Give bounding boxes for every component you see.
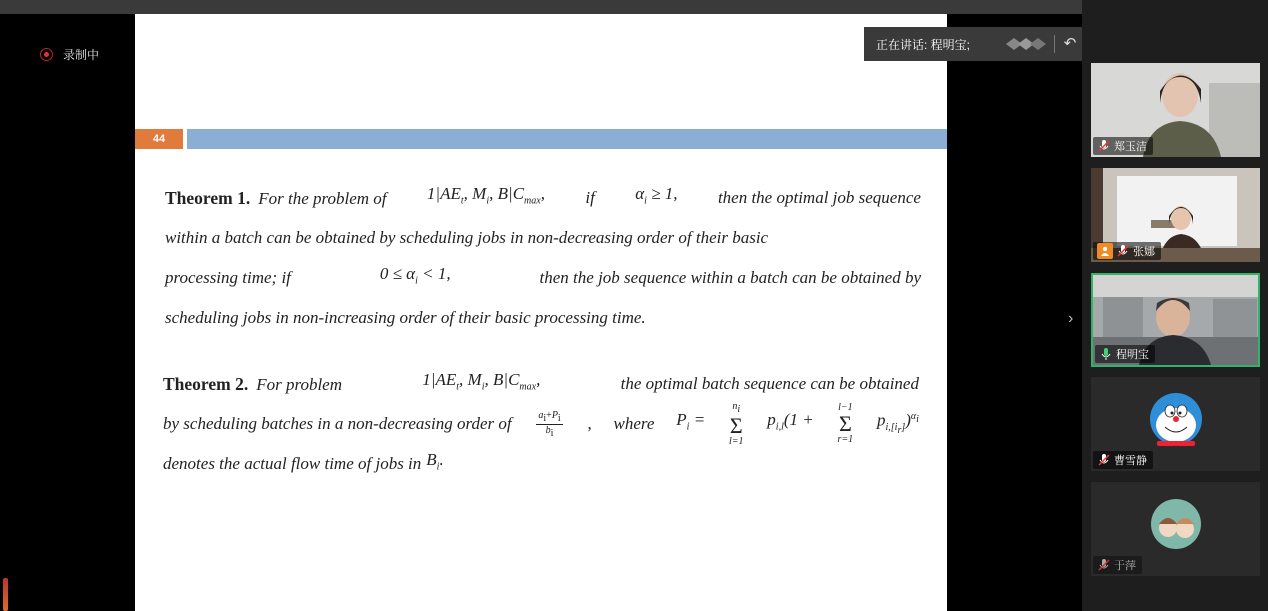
theorem-1-title: Theorem 1. [165,187,251,208]
slide-title-bar [187,129,947,149]
participant-label [1093,242,1161,260]
window-top-bar [0,0,1082,14]
participant-tile[interactable] [1091,482,1260,576]
collapse-icon[interactable]: ↶ [1063,35,1077,52]
audio-wave-icon [1004,36,1050,52]
participant-tile[interactable] [1091,63,1260,157]
mic-active-icon [1099,347,1113,361]
participant-name: 张娜 [1133,246,1155,258]
participant-tile[interactable] [1091,377,1260,471]
speaking-label: 正在讲话: 程明宝; [876,37,971,52]
shared-slide [135,14,947,611]
theorem-1: Theorem 1. For the problem of $1|AE_t$, $M_i$, $B|C_{max}$, if $\alpha_i \ge 1$, then the optimal job sequence within a batch can be obtained by scheduling jobs in non-decreasing order of their basic processing time; if $0 \le \alpha_i < 1$, then the job sequence within a batch can be obtained by scheduling jobs in non-increasing order of their basic processing time. [165,184,921,327]
participant-label [1093,556,1142,574]
chevron-right-icon[interactable]: › [1068,310,1074,327]
theorem-2-title: Theorem 2. [163,373,249,394]
participant-label [1095,345,1155,363]
mic-muted-icon [1116,244,1130,258]
mic-muted-icon [1097,139,1111,153]
participant-tile-active[interactable] [1091,273,1260,367]
slide-header-bar [135,129,947,149]
divider [1054,35,1055,53]
participant-name: 于萍 [1114,560,1136,572]
side-handle[interactable] [3,578,8,611]
theorem-2: Theorem 2. For problem $1|AE_t$, $M_i$, $B|C_{max}$, the optimal batch sequence can be obtained by scheduling batches in a non-decreasing order of $\frac{a_i+P_i}{b_i}$ , where $P_i$ = $n_i$ Σ l=1 $p_{i,l}(1$ + l−1 Σ r=1 $p_{i,[i_r]})^{\alpha_i}$ denotes the actual flow time of jobs in $B_i$. [163,370,919,473]
participant-name: 程明宝 [1116,349,1149,361]
mic-muted-icon [1097,558,1111,572]
mic-muted-icon [1097,453,1111,467]
participant-label [1093,451,1153,469]
participant-label [1093,137,1153,155]
recording-indicator[interactable] [40,46,99,63]
recording-label: 录制中 [63,48,100,62]
host-icon [1097,243,1113,259]
speaking-indicator [864,27,1082,61]
participant-name: 郑玉洁 [1114,141,1147,153]
record-icon [40,48,53,61]
slide-page-number: 44 [135,129,183,149]
participant-tile[interactable] [1091,168,1260,262]
participant-name: 曹雪静 [1114,455,1147,467]
